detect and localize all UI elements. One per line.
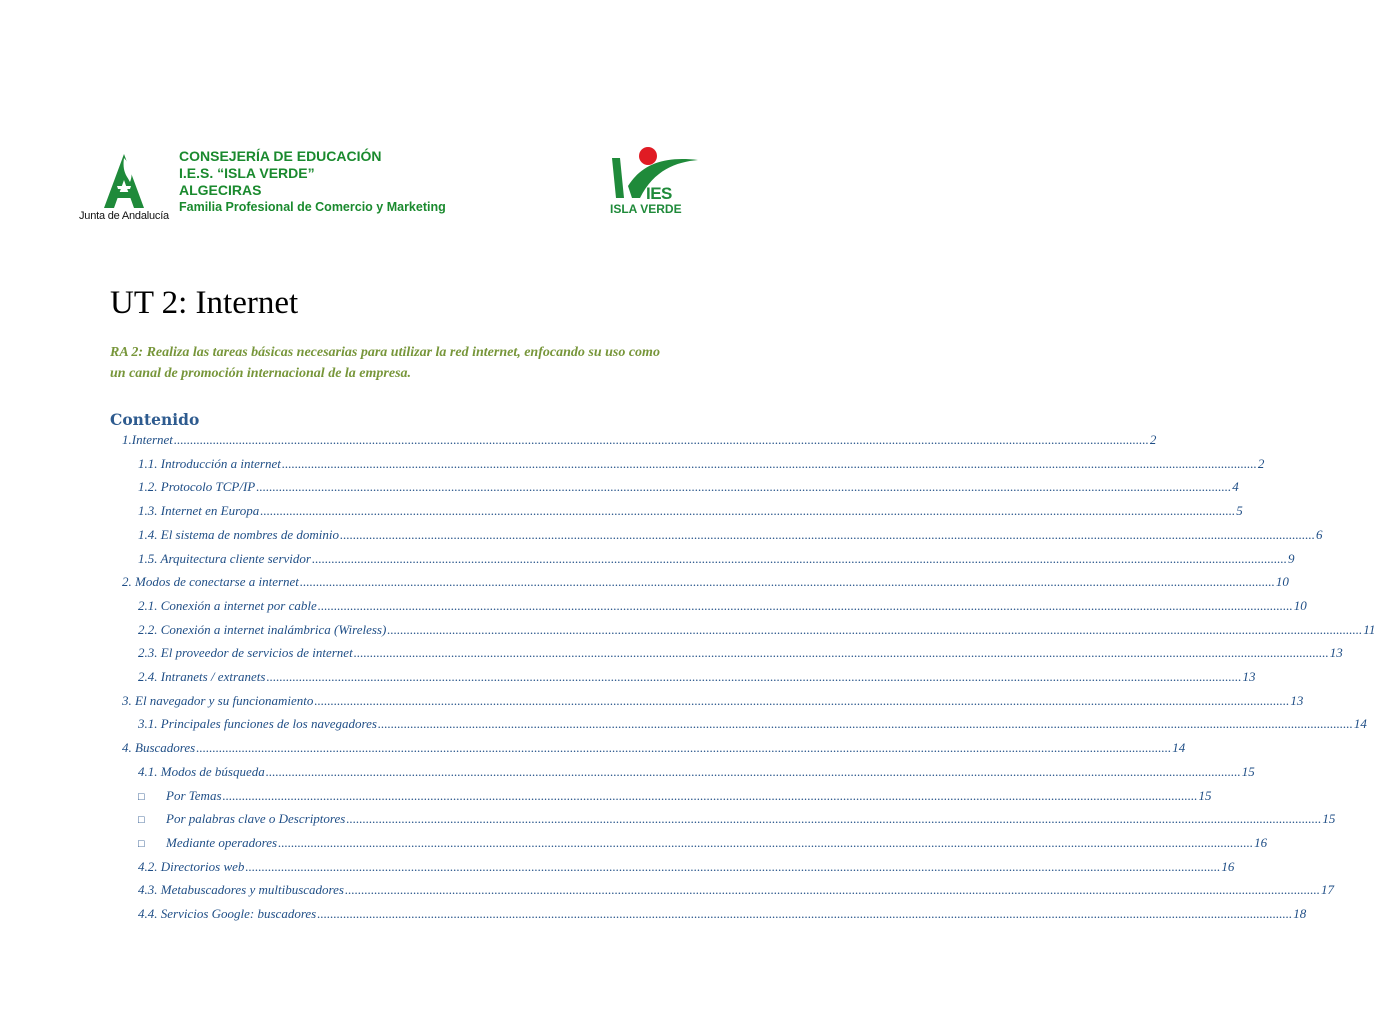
toc-leader-dots: ............................................................................................................................................................................................................................................................................................................: [387, 621, 1363, 637]
junta-andalucia-a-icon: [100, 152, 148, 210]
toc-entry-page: 14: [1353, 716, 1367, 732]
header-text-block: [179, 148, 446, 215]
toc-leader-dots: ............................................................................................................................................................................................................................................................................................................: [311, 550, 1287, 566]
toc-entry[interactable]: [138, 906, 1307, 926]
toc-leader-dots: ............................................................................................................................................................................................................................................................................................................: [173, 432, 1149, 447]
toc-entry-page: 5: [1236, 503, 1243, 519]
toc-leader-dots: ............................................................................................................................................................................................................................................................................................................: [260, 503, 1236, 519]
toc-entry[interactable]: [138, 763, 1255, 784]
toc-entry[interactable]: [122, 740, 1186, 760]
toc-entry-label: 4.4. Servicios Google: buscadores: [138, 906, 317, 921]
toc-entry[interactable]: [138, 479, 1239, 499]
toc-entry-page: 16: [1221, 858, 1235, 874]
toc-entry-page: 13: [1329, 645, 1343, 661]
toc-bullet-icon: □: [138, 814, 145, 827]
toc-leader-dots: ............................................................................................................................................................................................................................................................................................................: [314, 692, 1290, 708]
toc-leader-dots: ............................................................................................................................................................................................................................................................................................................: [353, 645, 1329, 661]
header-familia: Familia Profesional de Comercio y Marketing: [179, 200, 446, 214]
toc-entry-page: 6: [1316, 526, 1323, 542]
toc-entry-label: Mediante operadores: [166, 834, 278, 850]
toc-entry-label: 1.4. El sistema de nombres de dominio: [138, 526, 339, 542]
document-header: [0, 0, 768, 240]
toc-entry-page: 10: [1275, 574, 1289, 590]
toc-entry[interactable]: [138, 834, 1268, 855]
toc-entry-label: 4.1. Modos de búsqueda: [138, 763, 265, 779]
toc-entry-label: 2.4. Intranets / extranets: [138, 669, 266, 684]
toc-entry[interactable]: [138, 669, 1256, 689]
toc-entry-label: 1.5. Arquitectura cliente servidor: [138, 550, 311, 566]
toc-entry[interactable]: [138, 645, 1343, 665]
toc-entry[interactable]: [138, 858, 1235, 879]
ies-isla-verde-logo: [606, 146, 702, 220]
toc-bullet-icon: □: [138, 790, 145, 803]
toc-entry[interactable]: [138, 526, 1323, 547]
toc-entry-label: 2.1. Conexión a internet por cable: [138, 597, 317, 613]
toc-leader-dots: ............................................................................................................................................................................................................................................................................................................: [346, 811, 1322, 827]
toc-entry-page: 15: [1322, 811, 1336, 827]
toc-entry-label: Por Temas: [166, 787, 222, 803]
toc-entry-page: 18: [1293, 906, 1307, 921]
toc-entry[interactable]: [138, 716, 1367, 736]
toc-entry-label: 4. Buscadores: [122, 740, 196, 756]
toc-leader-dots: ............................................................................................................................................................................................................................................................................................................: [196, 740, 1172, 756]
toc-entry-label: 1.1. Introducción a internet: [138, 455, 281, 471]
toc-entry-label: 2.2. Conexión a internet inalámbrica (Wireless): [138, 621, 387, 637]
toc-entry[interactable]: [122, 574, 1289, 594]
toc-entry-page: 13: [1242, 669, 1256, 684]
toc-bullet-icon: □: [138, 837, 145, 850]
document-title: UT 2: Internet: [110, 285, 299, 321]
toc-leader-dots: ............................................................................................................................................................................................................................................................................................................: [281, 455, 1257, 471]
toc-entry[interactable]: [138, 455, 1265, 476]
toc-entry[interactable]: [122, 692, 1304, 713]
header-ies-name: I.E.S. “ISLA VERDE”: [179, 165, 315, 181]
toc-entry-page: 15: [1241, 763, 1255, 779]
toc-heading: Contenido: [110, 410, 200, 429]
toc-entry[interactable]: [138, 882, 1334, 902]
toc-entry[interactable]: [138, 503, 1243, 523]
ies-caption: ISLA VERDE: [610, 202, 682, 216]
toc-entry[interactable]: [138, 621, 1375, 642]
toc-leader-dots: ............................................................................................................................................................................................................................................................................................................: [340, 526, 1315, 542]
toc-entry[interactable]: [138, 597, 1307, 618]
header-city: ALGECIRAS: [179, 182, 262, 198]
toc-entry-label: Por palabras clave o Descriptores: [166, 811, 346, 827]
toc-leader-dots: ............................................................................................................................................................................................................................................................................................................: [222, 787, 1198, 803]
header-consejeria: CONSEJERÍA DE EDUCACIÓN: [179, 148, 382, 164]
toc-leader-dots: ............................................................................................................................................................................................................................................................................................................: [377, 716, 1353, 732]
toc-leader-dots: ............................................................................................................................................................................................................................................................................................................: [299, 574, 1275, 590]
toc-entry-page: 16: [1254, 834, 1268, 850]
toc-entry[interactable]: [138, 550, 1295, 571]
ies-letters: IES: [646, 184, 672, 203]
toc-entry[interactable]: [122, 432, 1157, 452]
toc-entry-page: 10: [1293, 597, 1307, 613]
toc-entry-page: 17: [1320, 882, 1334, 898]
toc-entry[interactable]: [138, 787, 1212, 808]
junta-de-andalucia-logo: [78, 152, 170, 228]
toc-leader-dots: ............................................................................................................................................................................................................................................................................................................: [265, 763, 1241, 779]
toc-entry-page: 15: [1198, 787, 1212, 803]
toc-entry[interactable]: [138, 811, 1336, 831]
toc-leader-dots: ............................................................................................................................................................................................................................................................................................................: [344, 882, 1320, 898]
toc-entry-label: 1.Internet: [122, 432, 173, 447]
toc-entry-page: 13: [1290, 692, 1304, 708]
toc-entry-label: 1.3. Internet en Europa: [138, 503, 260, 519]
toc-entry-page: 11: [1363, 621, 1375, 637]
toc-leader-dots: ............................................................................................................................................................................................................................................................................................................: [317, 906, 1293, 921]
toc-entry-page: 2: [1257, 455, 1265, 471]
toc-leader-dots: ............................................................................................................................................................................................................................................................................................................: [266, 669, 1242, 684]
toc-entry-label: 2. Modos de conectarse a internet: [122, 574, 299, 590]
toc-leader-dots: ............................................................................................................................................................................................................................................................................................................: [245, 858, 1221, 874]
toc-leader-dots: ............................................................................................................................................................................................................................................................................................................: [278, 834, 1254, 850]
toc-entry-page: 2: [1149, 432, 1157, 447]
toc-entry-page: 9: [1287, 550, 1295, 566]
learning-outcome-text: RA 2: Realiza las tareas básicas necesarias para utilizar la red internet, enfocando su uso como un canal de promoción internacional de la empresa.: [110, 345, 660, 381]
toc-entry-label: 4.3. Metabuscadores y multibuscadores: [138, 882, 344, 898]
toc-entry-label: 3.1. Principales funciones de los navegadores: [138, 716, 377, 732]
toc-entry-page: 14: [1172, 740, 1186, 756]
junta-caption: Junta de Andalucía: [79, 210, 169, 222]
toc-leader-dots: ............................................................................................................................................................................................................................................................................................................: [256, 479, 1232, 495]
toc-entry-label: 4.2. Directorios web: [138, 858, 245, 874]
toc-entry-label: 1.2. Protocolo TCP/IP: [138, 479, 256, 495]
toc-entry-label: 3. El navegador y su funcionamiento: [122, 692, 314, 708]
toc-entry-page: 4: [1232, 479, 1239, 495]
toc-leader-dots: ............................................................................................................................................................................................................................................................................................................: [317, 597, 1293, 613]
toc-entry-label: 2.3. El proveedor de servicios de internet: [138, 645, 353, 661]
